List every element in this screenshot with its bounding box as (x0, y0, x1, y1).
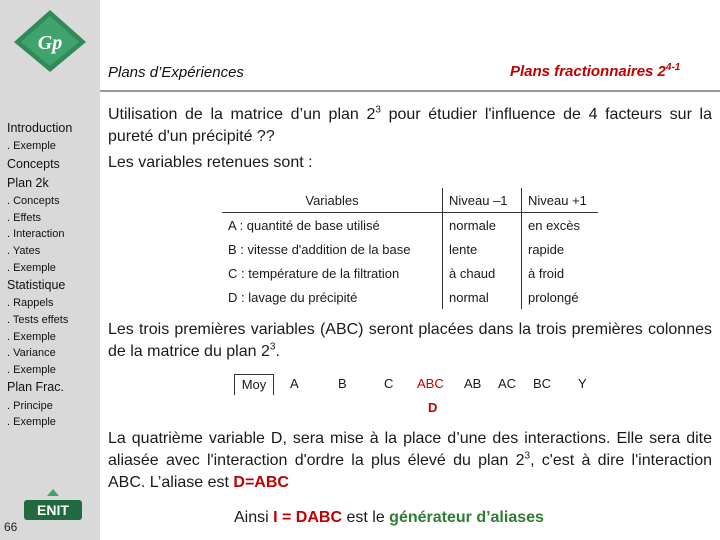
intro-paragraph: Utilisation de la matrice d’un plan $2^3$ pour étudier l'influence de 4 facteurs sur la pureté d'un précipité ?? (108, 104, 712, 145)
nav-frac-exemple[interactable]: . Exemple (7, 416, 56, 428)
column-header: Niveau –1 (443, 188, 522, 213)
nav-rappels[interactable]: . Rappels (7, 297, 54, 309)
table-cell: B : vitesse d'addition de la base (222, 237, 443, 261)
page-number: 66 (4, 520, 18, 534)
table-cell: D : lavage du précipité (222, 285, 443, 309)
header-right-title: Plans fractionnaires 2$^{4-1}$ (510, 62, 681, 80)
table-cell: normale (443, 213, 522, 238)
table-row (222, 285, 598, 309)
logo-text: Gp (37, 32, 63, 54)
alias-equation: D=ABC (233, 474, 289, 491)
nav-statistique[interactable]: Statistique (7, 278, 66, 292)
matrix-cell-a: A (290, 376, 299, 391)
table-row (222, 237, 598, 261)
table-cell: normal (443, 285, 522, 309)
table-cell: rapide (528, 241, 565, 257)
table-row (222, 261, 598, 285)
column-header: Variables (222, 188, 443, 213)
nav-stat-exemple[interactable]: . Exemple (7, 331, 56, 343)
nav-effets[interactable]: . Effets (7, 212, 42, 224)
header-divider (100, 90, 720, 92)
table-cell: lente (443, 237, 522, 261)
table-header-row (222, 188, 598, 213)
matrix-cell-y: Y (578, 376, 587, 391)
table-cell: prolongé (528, 289, 579, 305)
matrix-cell-d: D (428, 400, 438, 415)
table-cell: à froid (528, 265, 565, 281)
sidebar (0, 0, 100, 540)
nav-interaction[interactable]: . Interaction (7, 228, 65, 240)
table-row (222, 213, 598, 238)
header-left-title: Plans d’Expériences (108, 64, 244, 81)
matrix-cell-moy: Moy (234, 374, 274, 395)
nav-variance-exemple[interactable]: . Exemple (7, 364, 56, 376)
matrix-cell-abc: ABC (417, 376, 444, 391)
table-cell: à chaud (443, 261, 522, 285)
variables-table (222, 188, 598, 309)
nav-introduction[interactable]: Introduction (7, 121, 73, 135)
matrix-cell-c: C (384, 376, 394, 391)
matrix-cell-ac: AC (498, 376, 517, 391)
alias-paragraph: La quatrième variable D, sera mise à la place d’une des interactions. Elle sera dite aliasée avec l'interaction d'ordre la plus élevé du plan $2^3$, c'est à dire l'interaction ABC. L’aliase est D=ABC (108, 430, 712, 491)
nav-yates[interactable]: . Yates (7, 245, 41, 257)
table-cell: en excès (528, 217, 581, 233)
nav-plan-2k[interactable]: Plan 2k (7, 176, 49, 190)
nav-variance[interactable]: . Variance (7, 347, 56, 359)
nav-plan-frac[interactable]: Plan Frac. (7, 380, 64, 394)
column-header: Niveau +1 (522, 188, 599, 213)
nav-plan-exemple[interactable]: . Exemple (7, 262, 56, 274)
generator-label: générateur d’aliases (389, 509, 544, 526)
matrix-cell-bc: BC (533, 376, 552, 391)
generator-equation: I = DABC (273, 509, 343, 526)
matrix-cell-b: B (338, 376, 347, 391)
enit-logo-text: ENIT (37, 502, 69, 518)
nav-concepts[interactable]: Concepts (7, 157, 60, 171)
matrix-cell-ab: AB (464, 376, 482, 391)
nav-intro-exemple[interactable]: . Exemple (7, 140, 56, 152)
generator-paragraph: Ainsi I = DABC est le générateur d’aliases (234, 509, 544, 526)
nav-tests-effets[interactable]: . Tests effets (7, 314, 69, 326)
gp-logo (12, 8, 88, 74)
nav-plan-concepts[interactable]: . Concepts (7, 195, 60, 207)
intro-variables-line: Les variables retenues sont : (108, 154, 313, 171)
nav-principe[interactable]: . Principe (7, 400, 53, 412)
table-cell: A : quantité de base utilisé (222, 213, 443, 238)
enit-logo (22, 488, 84, 524)
table-cell: C : température de la filtration (222, 261, 443, 285)
abc-columns-paragraph: Les trois premières variables (ABC) seront placées dans la trois premières colonnes de la matrice du plan $2^3$. (108, 321, 712, 360)
